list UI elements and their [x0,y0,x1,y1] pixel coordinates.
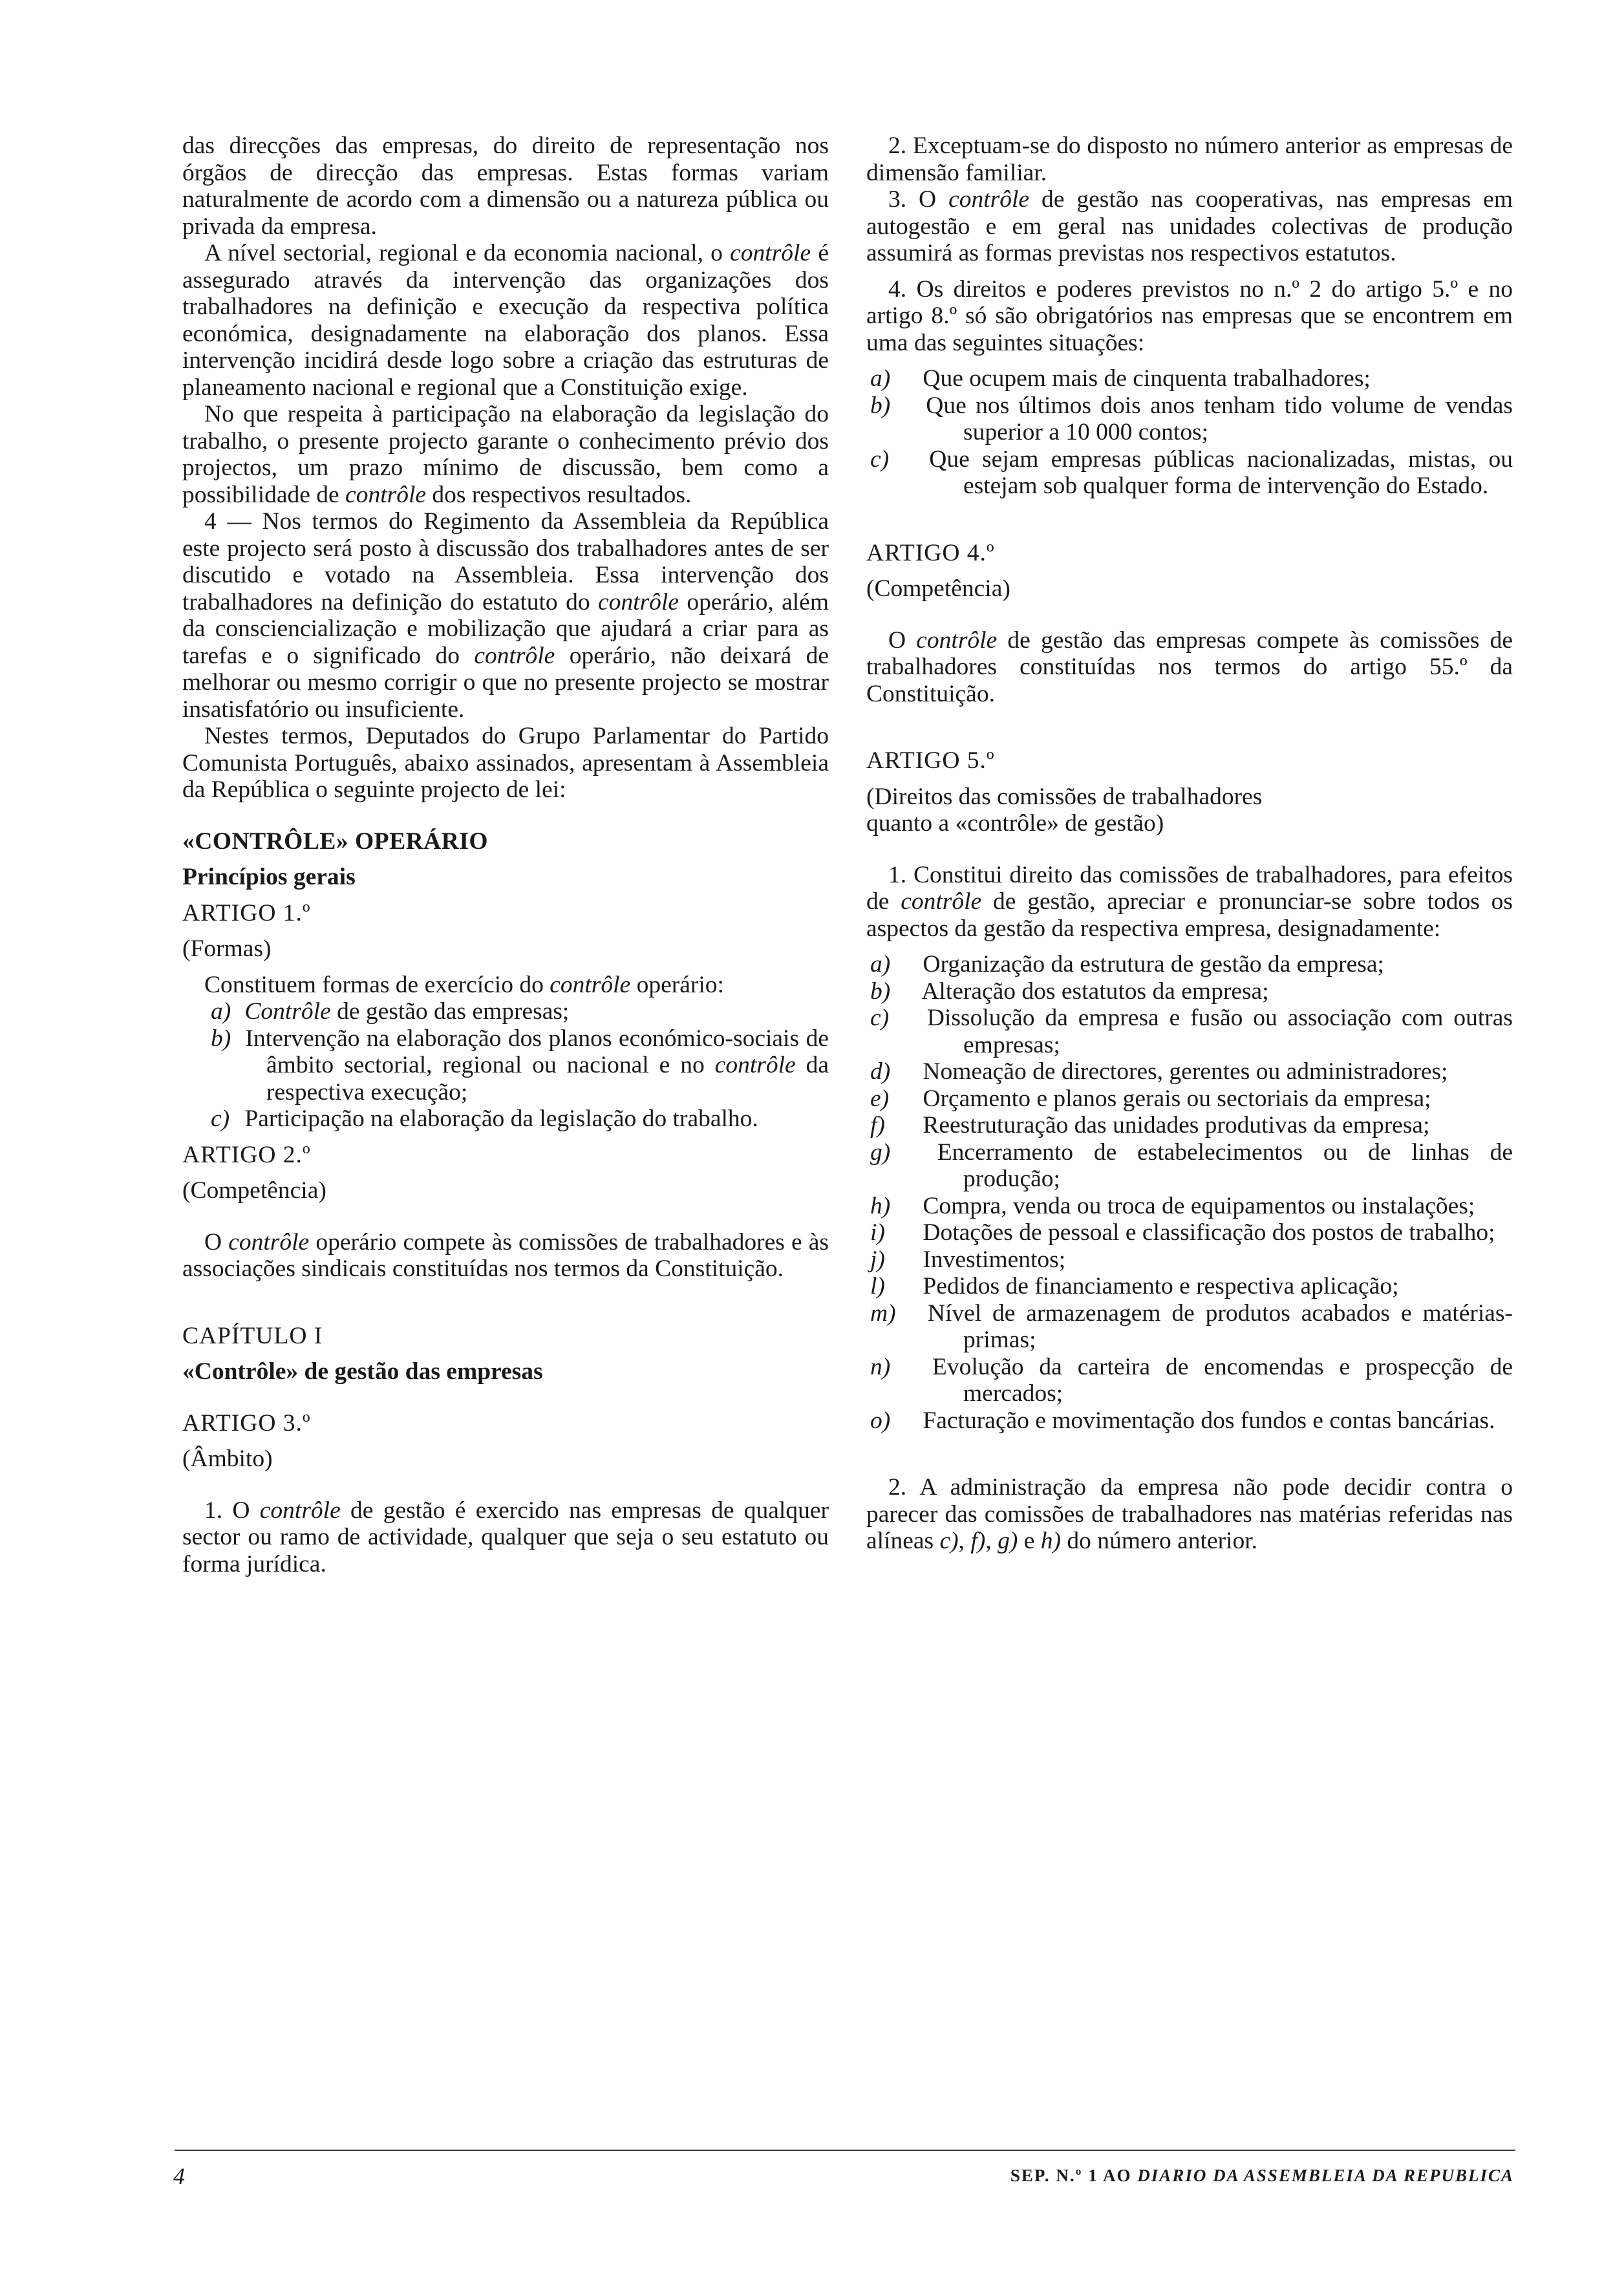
list-item: j) Investimentos; [870,1246,1066,1273]
paragraph: A nível sectorial, regional e da economia nacional, o contrôle é assegurado através da intervenção das organizações dos trabalhadores na definição e execução da respectiva política económica, designadamente na elaboração dos planos. Essa intervenção incidirá desde logo sobre a criação das estruturas de planeamento nacional e regional que a Constituição exige. [182,240,829,401]
paragraph: 2. Exceptuam-se do disposto no número anterior as empresas de dimensão familiar. [866,133,1513,186]
section-title: «CONTRÔLE» OPERÁRIO [182,828,489,855]
paragraph: 4 — Nos termos do Regimento da Assembleia da República este projecto será posto à discussão dos trabalhadores antes de ser discutido e votado na Assembleia. Essa intervenção dos trabalhadores na definição do estatuto do contrôle operário, além da consciencialização e mobilização que ajudará a criar para as tarefas e o significado do contrôle operário, não deixará de melhorar ou mesmo corrigir o que no presente projecto se mostrar insatisfatório ou insuficiente. [182,508,829,723]
list-item: e) Orçamento e planos gerais ou sectoriais da empresa; [870,1085,1431,1112]
article-subtitle: (Formas) [182,935,272,962]
list-item: a) Que ocupem mais de cinquenta trabalhadores; [870,365,1371,392]
paragraph: 1. Constitui direito das comissões de trabalhadores, para efeitos de contrôle de gestão, apreciar e pronunciar-se sobre todos os aspectos da gestão da respectiva empresa, designadamente: [866,861,1513,942]
chapter-heading: CAPÍTULO I [182,1322,323,1349]
list-item: o) Facturação e movimentação dos fundos e contas bancárias. [870,1407,1495,1434]
article-subtitle: (Direitos das comissões de trabalhadores [866,783,1263,810]
page-number: 4 [173,2163,185,2189]
list-item: b) Intervenção na elaboração dos planos económico-sociais de âmbito sectorial, regional ou nacional e no contrôle da respectiva execução; [211,1025,829,1106]
article-heading: ARTIGO 4.º [866,539,995,566]
paragraph: No que respeita à participação na elaboração da legislação do trabalho, o presente projecto garante o conhecimento prévio dos projectos, um prazo mínimo de discussão, bem como a possibilidade de contrôle dos respectivos resultados. [182,401,829,508]
paragraph: 4. Os direitos e poderes previstos no n.º 2 do artigo 5.º e no artigo 8.º só são obrigatórios nas empresas que se encontrem em uma das seguintes situações: [866,275,1513,356]
right-column [866,133,1513,1555]
article-heading: ARTIGO 3.º [182,1409,311,1437]
running-footer: SEP. N.º 1 AO DIARIO DA ASSEMBLEIA DA REPUBLICA [1010,2166,1514,2185]
article-subtitle: (Competência) [866,575,1010,602]
list-item: b) Alteração dos estatutos da empresa; [870,977,1269,1005]
paragraph: O contrôle de gestão das empresas compete às comissões de trabalhadores constituídas nos termos do artigo 55.º da Constituição. [866,626,1513,707]
article-subtitle: (Competência) [182,1177,326,1204]
article-3-list [866,365,1513,500]
list-item: c) Que sejam empresas públicas nacionalizadas, mistas, ou estejam sob qualquer forma de intervenção do Estado. [870,445,1513,499]
paragraph: 2. A administração da empresa não pode decidir contra o parecer das comissões de trabalhadores nas matérias referidas nas alíneas c), f), g) e h) do número anterior. [866,1474,1513,1554]
list-item: b) Que nos últimos dois anos tenham tido volume de vendas superior a 10 000 contos; [870,392,1513,445]
article-subtitle: (Âmbito) [182,1446,273,1472]
paragraph: O contrôle operário compete às comissões de trabalhadores e às associações sindicais constituídas nos termos da Constituição. [182,1228,829,1282]
list-item: d) Nomeação de directores, gerentes ou administradores; [870,1058,1448,1085]
article-subtitle: quanto a «contrôle» de gestão) [866,810,1164,837]
list-item: l) Pedidos de financiamento e respectiva aplicação; [870,1273,1399,1299]
article-heading: ARTIGO 1.º [182,899,311,926]
list-item: c) Dissolução da empresa e fusão ou associação com outras empresas; [870,1005,1513,1058]
article-5-list [866,951,1513,1434]
footer-rule [175,2150,1515,2151]
paragraph: Nestes termos, Deputados do Grupo Parlamentar do Partido Comunista Português, abaixo assinados, apresentam à Assembleia da República o seguinte projecto de lei: [182,723,829,803]
paragraph: 3. O contrôle de gestão nas cooperativas, nas empresas em autogestão e em geral nas unidades colectivas de produção assumirá as formas previstas nos respectivos estatutos. [866,186,1513,266]
list-item: m) Nível de armazenagem de produtos acabados e matérias-primas; [870,1299,1513,1353]
list-item: h) Compra, venda ou troca de equipamentos ou instalações; [870,1192,1475,1219]
list-item: c) Participação na elaboração da legislação do trabalho. [211,1106,758,1132]
paragraph: 1. O contrôle de gestão é exercido nas empresas de qualquer sector ou ramo de actividade, qualquer que seja o seu estatuto ou forma jurídica. [182,1497,829,1577]
article-1-list [182,998,829,1133]
paragraph: das direcções das empresas, do direito de representação nos órgãos de direcção das empresas. Estas formas variam naturalmente de acordo com a dimensão ou a natureza pública ou privada da empresa. [182,133,829,240]
left-column [182,133,829,1577]
section-subtitle: Princípios gerais [182,864,356,890]
list-item: a) Contrôle de gestão das empresas; [211,998,570,1025]
list-item: g) Encerramento de estabelecimentos ou de linhas de produção; [870,1138,1513,1192]
article-heading: ARTIGO 5.º [866,747,995,774]
list-item: i) Dotações de pessoal e classificação dos postos de trabalho; [870,1219,1495,1246]
list-item: a) Organização da estrutura de gestão da empresa; [870,951,1384,977]
list-item: n) Evolução da carteira de encomendas e prospecção de mercados; [870,1353,1513,1407]
list-item: f) Reestruturação das unidades produtivas da empresa; [870,1112,1430,1138]
chapter-subtitle: «Contrôle» de gestão das empresas [182,1358,543,1385]
paragraph: Constituem formas de exercício do contrôle operário: [204,971,724,998]
article-heading: ARTIGO 2.º [182,1141,311,1168]
